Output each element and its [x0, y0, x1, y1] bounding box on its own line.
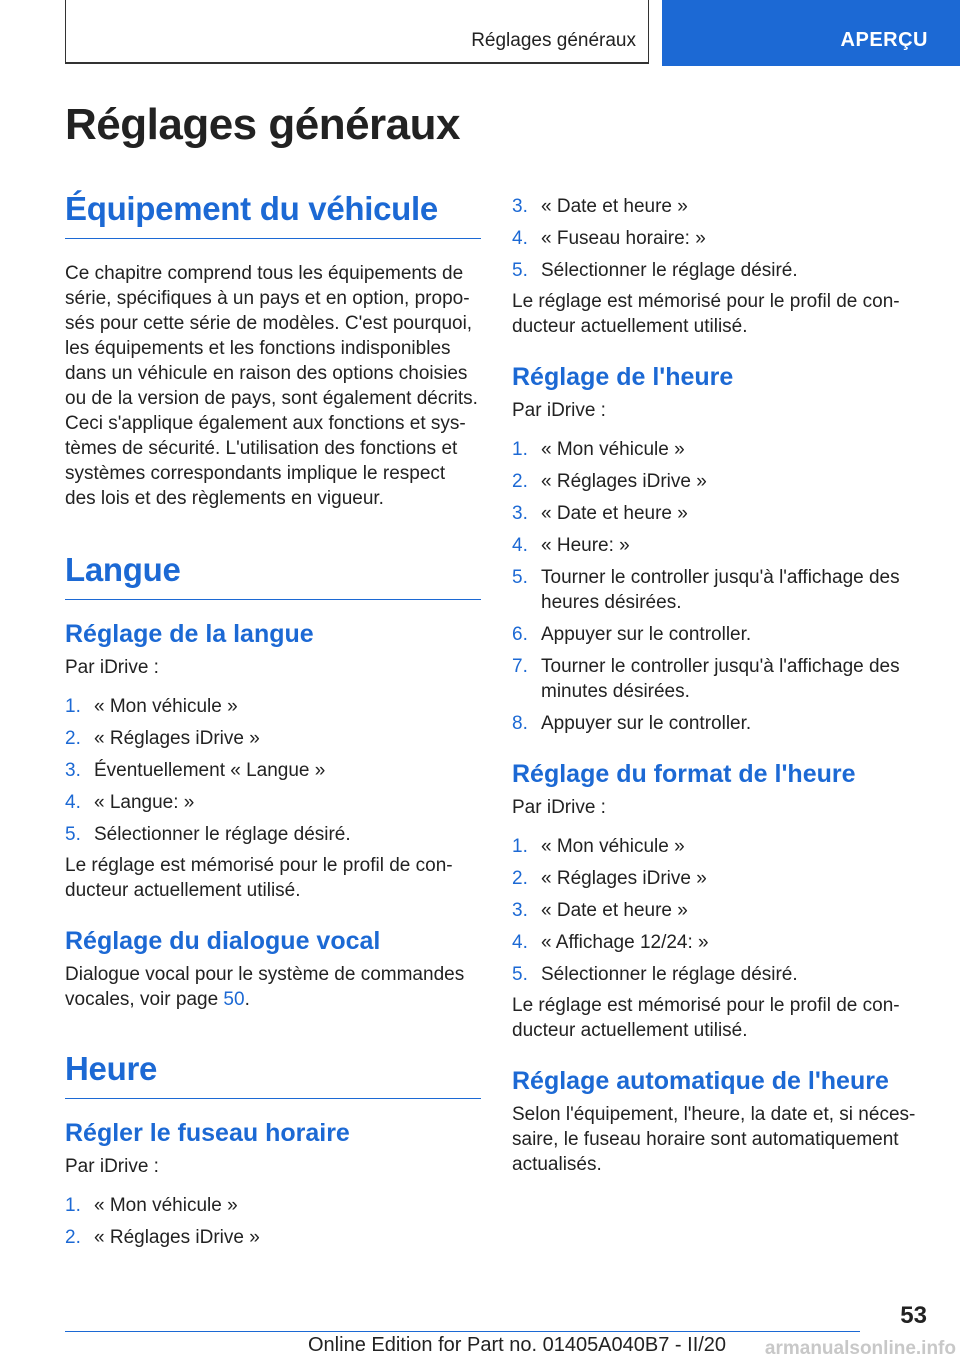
step-number: 4.: [512, 932, 528, 953]
left-column: [65, 190, 481, 1250]
langue-heading: Langue: [65, 551, 481, 600]
list-item: [512, 437, 928, 462]
list-item: [65, 694, 481, 719]
reglage-heure-heading: Réglage de l'heure: [512, 363, 734, 391]
step-text: « Réglages iDrive »: [94, 728, 260, 749]
fuseau-steps-right: [512, 194, 928, 283]
reglage-langue-intro: Par iDrive :: [65, 657, 159, 678]
step-text: « Affichage 12/24: »: [541, 932, 709, 953]
list-item: [512, 194, 928, 219]
equipement-heading: Équipement du véhicule: [65, 190, 481, 239]
right-column: [512, 190, 928, 1177]
step-text: Sélectionner le réglage désiré.: [541, 260, 798, 281]
list-item: [512, 533, 928, 558]
section-label: Réglages généraux: [471, 30, 636, 51]
watermark: armanualsonline.info: [764, 1338, 956, 1359]
list-item: [65, 790, 481, 815]
format-heure-note: Le réglage est mémorisé pour le profil de conducteur actuellement utilisé.: [512, 995, 900, 1041]
step-text: « Date et heure »: [541, 196, 688, 217]
step-text: « Réglages iDrive »: [94, 1227, 260, 1248]
step-text: « Mon véhicule »: [541, 439, 685, 460]
list-item: [512, 501, 928, 526]
fuseau-steps-left: [65, 1193, 481, 1250]
reglage-langue-note: Le réglage est mémorisé pour le profil de conducteur actuellement utilisé.: [65, 855, 453, 901]
list-item: [512, 962, 928, 987]
step-number: 2.: [65, 728, 81, 749]
overview-tab[interactable]: [662, 0, 960, 66]
step-number: 4.: [65, 792, 81, 813]
format-heure-steps: [512, 834, 928, 987]
step-text: Appuyer sur le controller.: [541, 624, 752, 645]
list-item: [512, 834, 928, 859]
reglage-heure-steps: [512, 437, 928, 736]
list-item: [512, 258, 928, 283]
step-text: « Réglages iDrive »: [541, 868, 707, 889]
step-text: Tourner le controller jusqu'à l'affichage des heures désirées.: [541, 567, 900, 613]
step-number: 5.: [512, 567, 528, 588]
dialogue-vocal-heading: Réglage du dialogue vocal: [65, 927, 381, 955]
list-item: [512, 930, 928, 955]
step-number: 3.: [512, 503, 528, 524]
step-text: Tourner le controller jusqu'à l'affichage des minutes désirées.: [541, 656, 900, 702]
list-item: [512, 565, 928, 615]
step-number: 2.: [512, 868, 528, 889]
footer-divider: [65, 1331, 860, 1332]
format-heure-intro: Par iDrive :: [512, 797, 606, 818]
step-text: « Langue: »: [94, 792, 195, 813]
step-text: Sélectionner le réglage désiré.: [541, 964, 798, 985]
step-text: Appuyer sur le controller.: [541, 713, 752, 734]
step-text: « Fuseau horaire: »: [541, 228, 706, 249]
dialogue-text-before: Dialogue vocal pour le système de commandes vocales, voir page: [65, 964, 465, 1010]
step-number: 5.: [512, 964, 528, 985]
step-text: Sélectionner le réglage désiré.: [94, 824, 351, 845]
step-text: « Mon véhicule »: [541, 836, 685, 857]
step-text: « Réglages iDrive »: [541, 471, 707, 492]
step-text: « Heure: »: [541, 535, 630, 556]
page-header: [0, 0, 960, 66]
step-number: 1.: [512, 836, 528, 857]
list-item: [512, 469, 928, 494]
dialogue-text-after: .: [244, 989, 250, 1010]
reglage-langue-heading: Réglage de la langue: [65, 620, 314, 648]
step-text: « Date et heure »: [541, 900, 688, 921]
fuseau-note: Le réglage est mémorisé pour le profil de conducteur actuellement utilisé.: [512, 291, 900, 337]
list-item: [65, 758, 481, 783]
fuseau-heading: Régler le fuseau horaire: [65, 1119, 350, 1147]
step-text: « Mon véhicule »: [94, 1195, 238, 1216]
list-item: [512, 622, 928, 647]
page-50-link[interactable]: 50: [223, 989, 245, 1010]
step-number: 5.: [512, 260, 528, 281]
list-item: [512, 711, 928, 736]
list-item: [65, 1193, 481, 1218]
step-number: 3.: [512, 900, 528, 921]
list-item: [512, 654, 928, 704]
heure-auto-text: Selon l'équipement, l'heure, la date et, si nécessaire, le fuseau horaire sont automatiquement actualisés.: [512, 1104, 916, 1175]
fuseau-intro: Par iDrive :: [65, 1156, 159, 1177]
reglage-langue-steps: [65, 694, 481, 847]
list-item: [512, 866, 928, 891]
step-number: 1.: [512, 439, 528, 460]
list-item: [65, 822, 481, 847]
step-number: 1.: [65, 1195, 81, 1216]
section-header-box: [65, 0, 649, 64]
step-number: 4.: [512, 228, 528, 249]
list-item: [512, 226, 928, 251]
list-item: [65, 726, 481, 751]
step-number: 4.: [512, 535, 528, 556]
step-text: « Date et heure »: [541, 503, 688, 524]
list-item: [512, 898, 928, 923]
step-text: « Mon véhicule »: [94, 696, 238, 717]
step-number: 1.: [65, 696, 81, 717]
overview-tab-label[interactable]: APERÇU: [840, 29, 928, 51]
step-number: 3.: [65, 760, 81, 781]
step-number: 5.: [65, 824, 81, 845]
step-number: 8.: [512, 713, 528, 734]
format-heure-heading: Réglage du format de l'heure: [512, 760, 856, 788]
heure-auto-heading: Réglage automatique de l'heure: [512, 1067, 889, 1095]
step-number: 3.: [512, 196, 528, 217]
equipement-text: Ce chapitre comprend tous les équipements de série, spécifiques à un pays et en option, proposés pour cette série de modèles. C'est pourquoi, les équipements et les fonctions indisponibles dans un véhicule en raison des options choisies ou de la version de pays, sont également décrits. Ceci s'applique également aux fonctions et systèmes de sécurité. L'utilisation des fonctions et systèmes correspondants implique le respect des lois et des règlements en vigueur.: [65, 263, 478, 509]
dialogue-vocal-text: [65, 962, 481, 1012]
reglage-heure-intro: Par iDrive :: [512, 400, 606, 421]
heure-heading: Heure: [65, 1050, 481, 1099]
page-number: 53: [900, 1302, 927, 1329]
step-number: 6.: [512, 624, 528, 645]
list-item: [65, 1225, 481, 1250]
step-number: 2.: [512, 471, 528, 492]
step-number: 7.: [512, 656, 528, 677]
footer-edition: Online Edition for Part no. 01405A040B7 - II/20: [308, 1334, 727, 1356]
step-number: 2.: [65, 1227, 81, 1248]
page-title: Réglages généraux: [65, 100, 460, 149]
step-text: Éventuellement « Langue »: [94, 760, 326, 781]
